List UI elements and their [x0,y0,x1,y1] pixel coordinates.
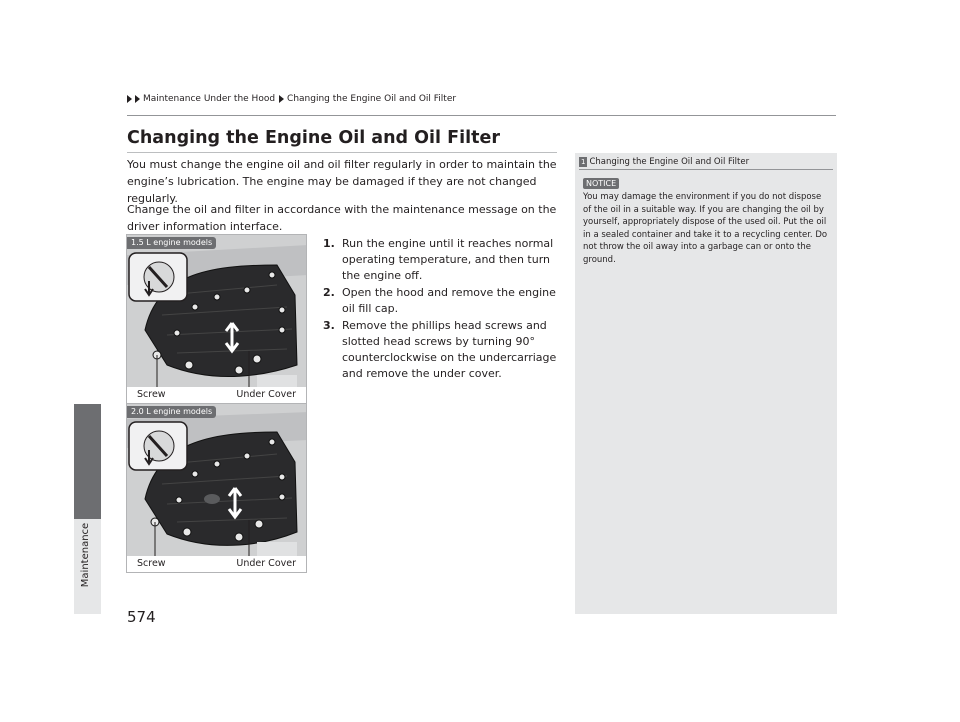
title-divider [127,152,557,153]
screw-callout: Screw [137,389,166,400]
step-number: 1. [323,237,335,250]
step-text: Remove the phillips head screws and slotted head screws by turning 90° counterclockwise on the undercarriage and remove the under cover. [342,319,557,380]
step-number: 2. [323,286,335,299]
under-cover-callout: Under Cover [236,558,296,569]
breadcrumb-arrow-icon [127,95,132,103]
sidebar-heading-text: Changing the Engine Oil and Oil Filter [589,157,750,167]
under-cover-illustration [127,404,307,573]
step-item [323,236,563,284]
step-number: 3. [323,319,335,332]
engine-model-badge: 1.5 L engine models [127,237,216,249]
sidebar-divider [579,169,833,170]
section-label: Maintenance [80,522,91,588]
steps-list [323,236,563,383]
breadcrumb [127,94,456,104]
breadcrumb-link-maintenance[interactable]: Maintenance Under the Hood [143,94,276,104]
breadcrumb-arrow-icon [135,95,140,103]
intro-paragraph: Change the oil and filter in accordance with the maintenance message on the driver information interface. [127,203,557,233]
figure-caption-bar [127,387,306,403]
section-tab-marker [74,404,101,519]
step-item [323,285,563,317]
sidebar-notice-text: You may damage the environment if you do not dispose of the oil in a suitable way. If you are changing the oil by yourself, appropriately dispose of the used oil. Put the oil in a sealed container and take it to a recycling center. Do not throw the oil away into a garbage can or onto the ground. [583,192,828,265]
page-number: 574 [127,608,156,626]
under-cover-illustration [127,235,307,404]
sidebar-heading [579,157,749,167]
breadcrumb-current: Changing the Engine Oil and Oil Filter [287,94,457,104]
sidebar-note [575,153,837,614]
engine-model-badge: 2.0 L engine models [127,406,216,418]
step-text: Run the engine until it reaches normal operating temperature, and then turn the engine off. [342,237,554,282]
under-cover-callout: Under Cover [236,389,296,400]
step-item [323,318,563,382]
screw-callout: Screw [137,558,166,569]
figure-1-5l-under-cover [126,234,307,404]
reference-number-badge: 1 [581,158,586,166]
header-divider [127,115,836,116]
breadcrumb-arrow-icon [279,95,284,103]
figure-2-0l-under-cover [126,403,307,573]
intro-paragraph: You must change the engine oil and oil filter regularly in order to maintain the engine’s lubrication. The engine may be damaged if they are not changed regularly. [127,158,557,205]
step-text: Open the hood and remove the engine oil fill cap. [342,286,556,315]
figure-caption-bar [127,556,306,572]
notice-badge: NOTICE [583,178,619,189]
page-title: Changing the Engine Oil and Oil Filter [127,128,500,148]
